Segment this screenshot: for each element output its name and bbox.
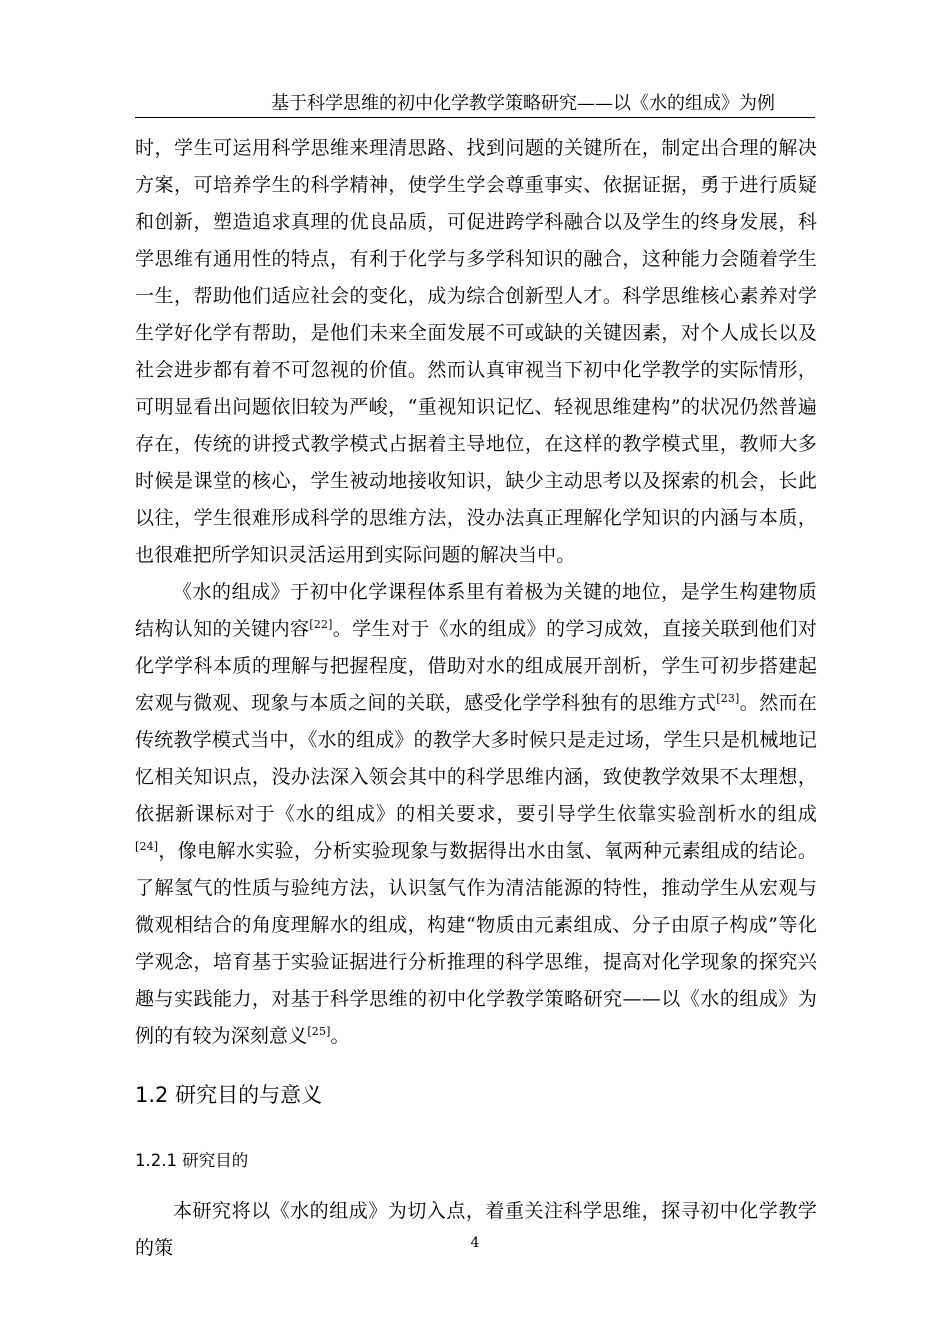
body-paragraph-3: 本研究将以《水的组成》为切入点，着重关注科学思维，探寻初中化学教学的策 (135, 1200, 817, 1259)
paragraph-2-text-b: 。学生对于《水的组成》的学习成效，直接关联到他们对化学学科本质的理解与把握程度，借助对水的组成展开剖析，学生可初步搭建起宏观与微观、现象与本质之间的关联，感受化学学科独有的思维方式 (135, 618, 817, 714)
paragraph-2-text-c: 。然而在传统教学模式当中，《水的组成》的教学大多时候只是走过场，学生只是机械地记忆相关知识点，没办法深入领会其中的科学思维内涵，致使教学效果不太理想，依据新课标对于《水的组成》的相关要求，要引导学生依靠实验剖析水的组成 (135, 692, 817, 825)
paragraph-2-text-e: 。 (330, 1025, 350, 1047)
running-header (135, 91, 815, 118)
citation-23: [23] (716, 692, 740, 705)
section-heading: 1.2 研究目的与意义 (135, 1083, 323, 1107)
paragraph-2-text-a: 《水的组成》于初中化学课程体系里有着极为关键的地位，是学生构建物质结构认知的关键内容 (135, 581, 817, 640)
body-paragraph-2 (135, 574, 817, 1055)
citation-24: [24] (135, 840, 159, 853)
page-number: 4 (470, 1235, 480, 1251)
citation-25: [25] (307, 1025, 331, 1038)
running-header-title: 基于科学思维的初中化学教学策略研究——以《水的组成》为例 (271, 93, 775, 114)
body-paragraph-1: 时，学生可运用科学思维来理清思路、找到问题的关键所在，制定出合理的解决方案，可培养学生的科学精神，使学生学会尊重事实、依据证据，勇于进行质疑和创新，塑造追求真理的优良品质，可促进跨学科融合以及学生的终身发展，科学思维有通用性的特点，有利于化学与多学科知识的融合，这种能力会随着学生一生，帮助他们适应社会的变化，成为综合创新型人才。科学思维核心素养对学生学好化学有帮助，是他们未来全面发展不可或缺的关键因素，对个人成长以及社会进步都有着不可忽视的价值。然而认真审视当下初中化学教学的实际情形，可明显看出问题依旧较为严峻，“重视知识记忆、轻视思维建构”的状况仍然普遍存在，传统的讲授式教学模式占据着主导地位，在这样的教学模式里，教师大多时候是课堂的核心，学生被动地接收知识，缺少主动思考以及探索的机会，长此以往，学生很难形成科学的思维方法，没办法真正理解化学知识的内涵与本质，也很难把所学知识灵活运用到实际问题的解决当中。 (135, 137, 817, 566)
paragraph-2-text-d: ，像电解水实验，分析实验现象与数据得出水由氢、氧两种元素组成的结论。了解氢气的性质与验纯方法，认识氢气作为清洁能源的特性，推动学生从宏观与微观相结合的角度理解水的组成，构建“物质由元素组成、分子由原子构成”等化学观念，培育基于实验证据进行分析推理的科学思维，提高对化学现象的探究兴趣与实践能力，对基于科学思维的初中化学教学策略研究——以《水的组成》为例的有较为深刻意义 (135, 840, 817, 1047)
page-body (135, 130, 817, 1267)
subsection-heading: 1.2.1 研究目的 (135, 1151, 249, 1170)
citation-22: [22] (309, 618, 333, 631)
